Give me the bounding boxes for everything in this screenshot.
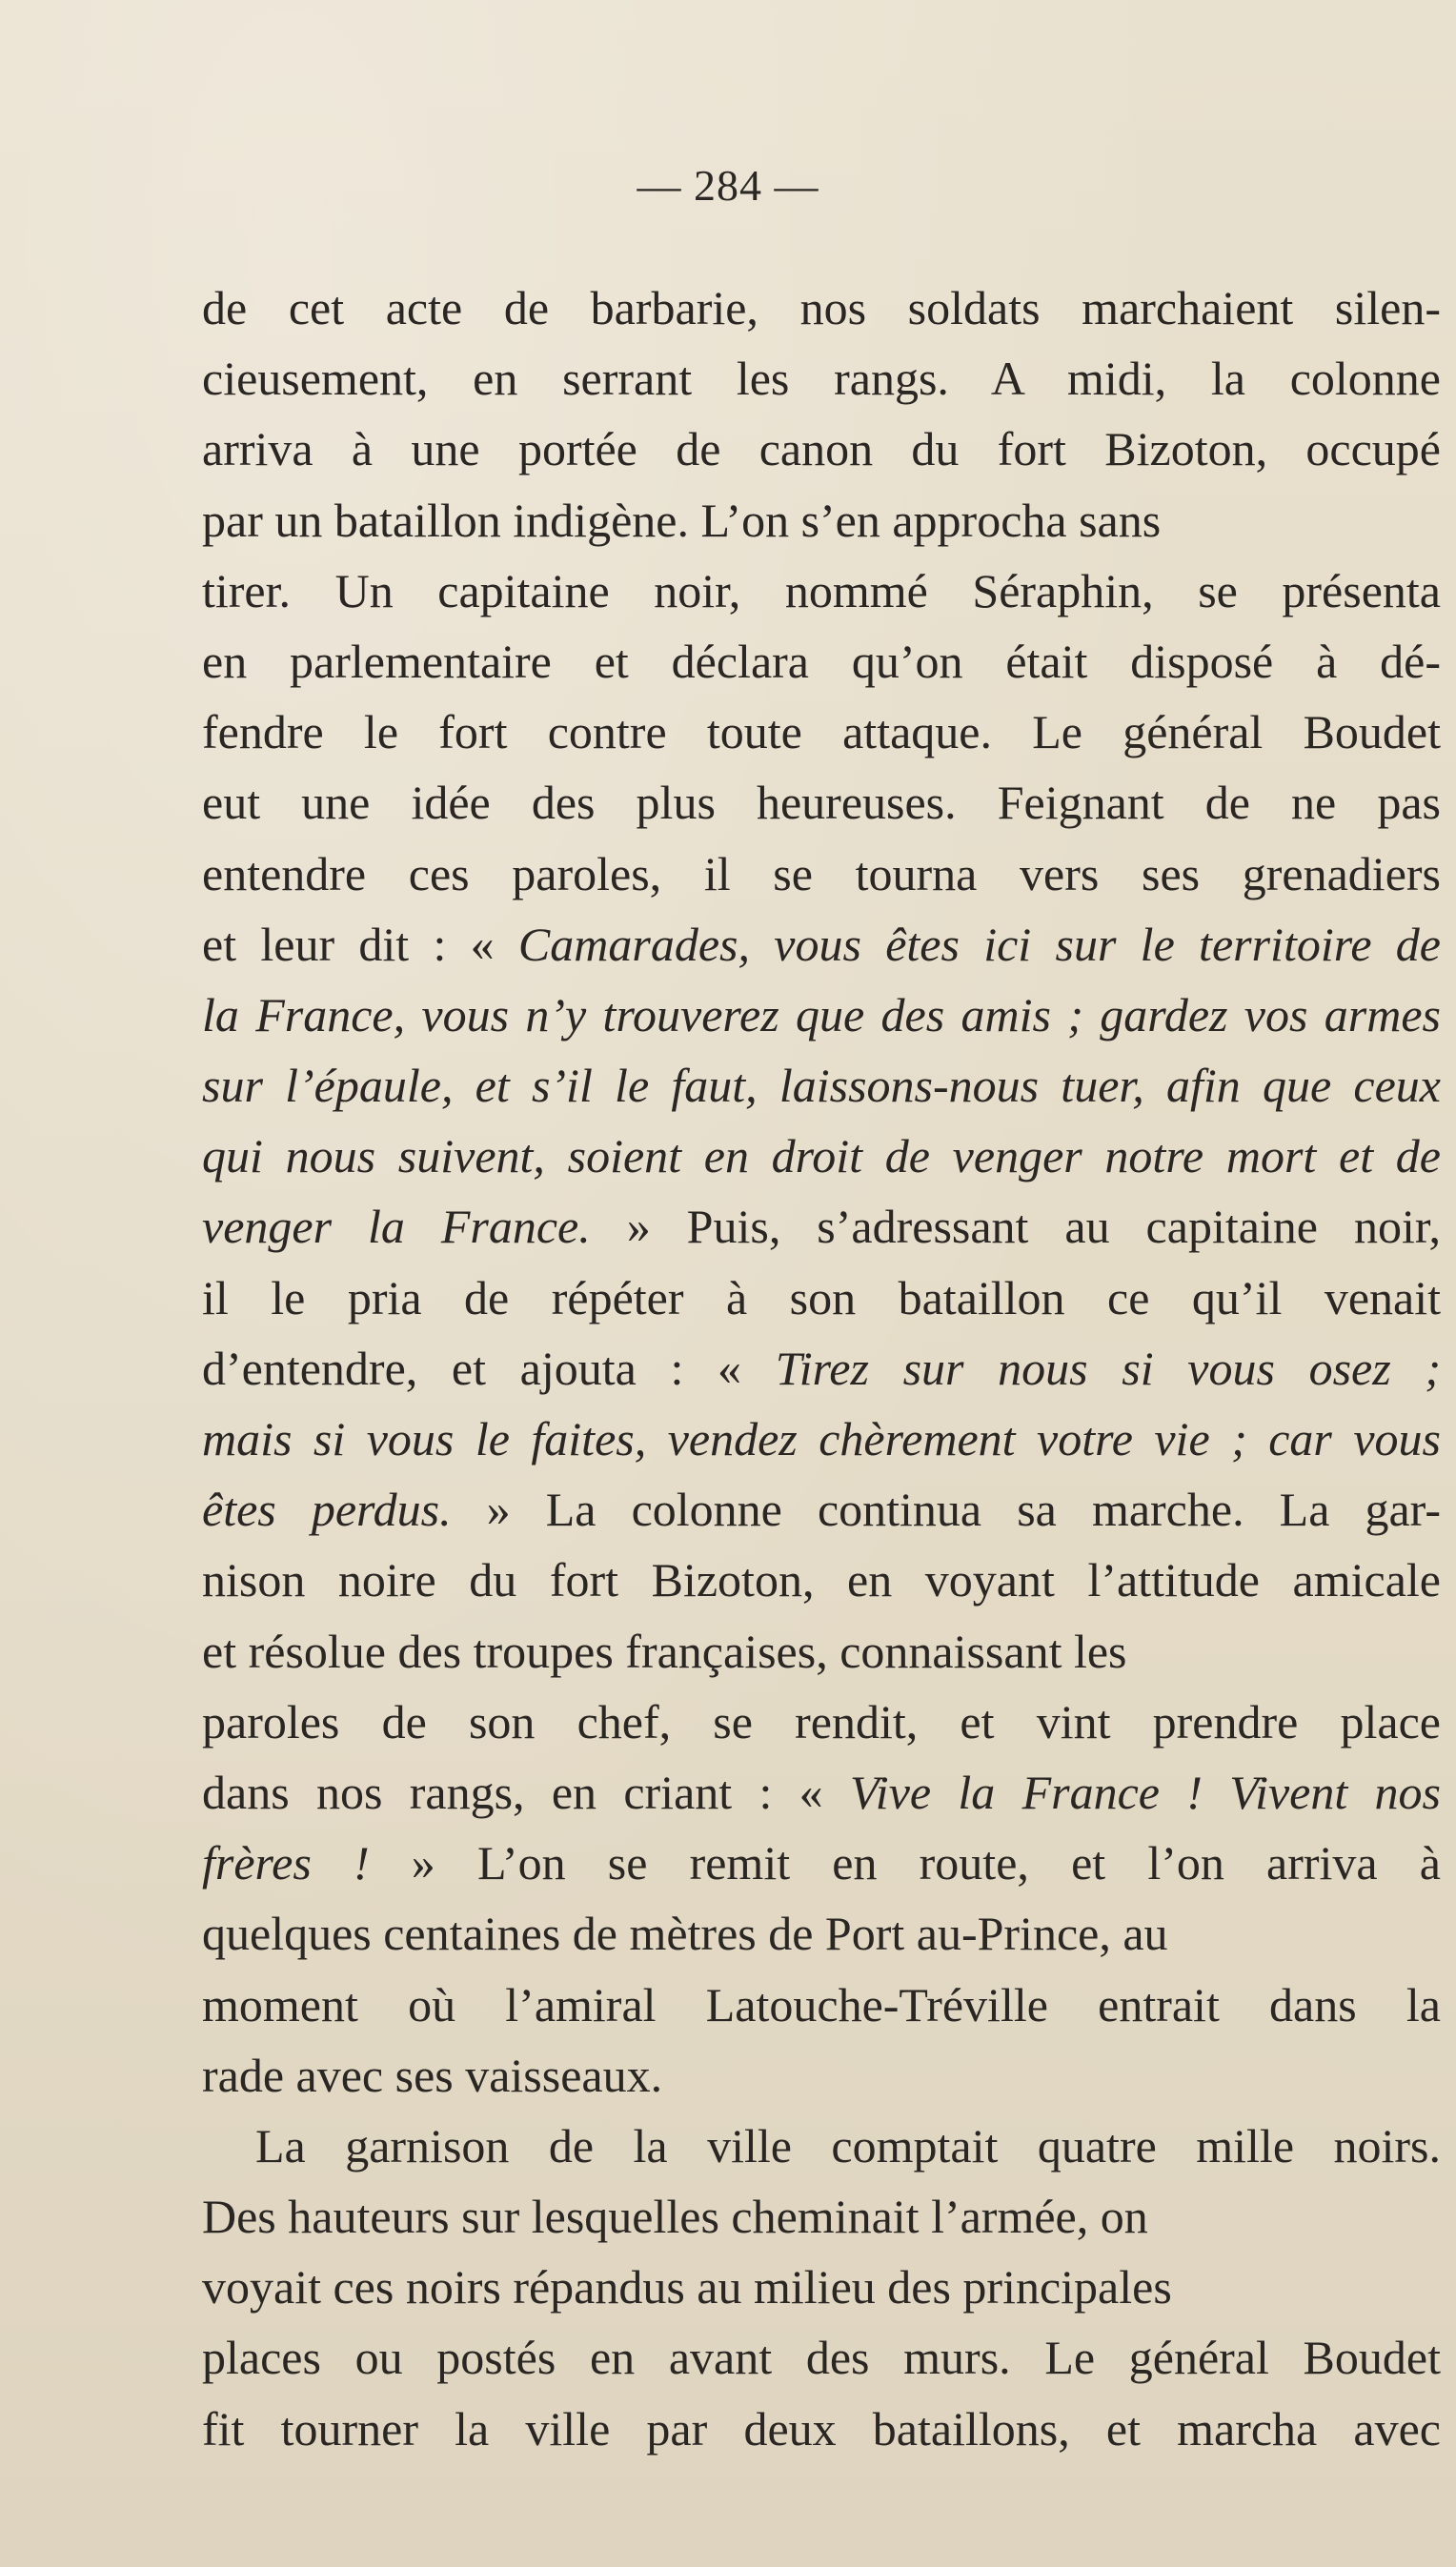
- text-line: [202, 2394, 1441, 2464]
- text-line: [202, 343, 1441, 414]
- italic-quote-segment: Tirez sur nous si vous osez ;: [775, 1341, 1441, 1395]
- text-line: [202, 839, 1441, 909]
- text-segment: Des hauteurs sur lesquelles cheminait l’armée, on: [202, 2190, 1148, 2244]
- text-line: [202, 485, 1441, 556]
- text-line: [202, 2040, 1441, 2111]
- text-line: [202, 273, 1441, 343]
- text-segment: tirer. Un capitaine noir, nommé Séraphin, se présenta: [202, 563, 1441, 617]
- text-segment: places ou postés en avant des murs. Le général Boudet: [202, 2331, 1441, 2385]
- italic-quote-segment: mais si vous le faites, vendez chèrement votre vie ; car vous: [202, 1412, 1441, 1465]
- italic-quote-segment: Camarades, vous êtes ici sur le territoire de: [517, 917, 1441, 971]
- text-line: [202, 1333, 1441, 1404]
- text-segment: nison noire du fort Bizoton, en voyant l’attitude amicale: [202, 1553, 1441, 1607]
- text-line: [202, 697, 1441, 767]
- text-line: [202, 1191, 1441, 1262]
- text-segment: en parlementaire et déclara qu’on était disposé à dé-: [202, 634, 1441, 688]
- text-segment: quelques centaines de mètres de Port au-Prince, au: [202, 1907, 1168, 1961]
- text-segment: par un bataillon indigène. L’on s’en approcha sans: [202, 493, 1162, 547]
- text-segment: de cet acte de barbarie, nos soldats marchaient silen-: [202, 281, 1441, 334]
- italic-quote-segment: qui nous suivent, soient en droit de venger notre mort et de: [202, 1129, 1441, 1183]
- text-segment: eut une idée des plus heureuses. Feignant de ne pas: [202, 776, 1441, 830]
- italic-quote-segment: Vive la France ! Vivent nos: [849, 1765, 1441, 1819]
- text-line: [202, 2252, 1441, 2322]
- text-line: [202, 1828, 1441, 1898]
- text-line: [202, 626, 1441, 697]
- text-line: [202, 2111, 1441, 2181]
- text-line: [202, 1474, 1441, 1545]
- text-segment: rade avec ses vaisseaux.: [202, 2048, 663, 2102]
- italic-quote-segment: frères !: [202, 1836, 370, 1890]
- text-line: [202, 1970, 1441, 2040]
- text-line: [202, 1263, 1441, 1333]
- text-segment: il le pria de répéter à son bataillon ce qu’il venait: [202, 1270, 1441, 1324]
- italic-quote-segment: la France, vous n’y trouverez que des amis ; gardez vos armes: [202, 987, 1441, 1041]
- text-segment: dans nos rangs, en criant : «: [202, 1765, 850, 1819]
- text-line: [202, 1050, 1441, 1121]
- page-number: — 284 —: [637, 161, 819, 210]
- text-segment: paroles de son chef, se rendit, et vint prendre place: [202, 1694, 1441, 1748]
- text-segment: entendre ces paroles, il se tourna vers ses grenadiers: [202, 846, 1441, 900]
- text-line: [202, 909, 1441, 980]
- text-line: [202, 2181, 1441, 2252]
- text-line: [202, 1404, 1441, 1474]
- text-segment: cieusement, en serrant les rangs. A midi, la colonne: [202, 352, 1441, 406]
- text-line: [202, 1757, 1441, 1828]
- text-line: [202, 1121, 1441, 1191]
- text-line: [202, 556, 1441, 626]
- text-line: [202, 414, 1441, 484]
- text-line: [202, 1898, 1441, 1969]
- italic-quote-segment: êtes perdus.: [202, 1483, 452, 1537]
- text-segment: et résolue des troupes françaises, connaissant les: [202, 1624, 1127, 1678]
- text-segment: » L’on se remit en route, et l’on arriva à: [369, 1836, 1441, 1890]
- text-line: [202, 1616, 1441, 1687]
- text-segment: fit tourner la ville par deux bataillons, et marcha avec: [202, 2401, 1441, 2456]
- text-line: [202, 1687, 1441, 1757]
- text-segment: » Puis, s’adressant au capitaine noir,: [590, 1200, 1441, 1254]
- italic-quote-segment: venger la France.: [202, 1200, 591, 1254]
- italic-quote-segment: sur l’épaule, et s’il le faut, laissons-nous tuer, afin que ceux: [202, 1059, 1441, 1113]
- text-segment: d’entendre, et ajouta : «: [202, 1341, 776, 1395]
- text-segment: La garnison de la ville comptait quatre mille noirs.: [255, 2118, 1441, 2173]
- text-line: [202, 980, 1441, 1050]
- text-line: [202, 1545, 1441, 1615]
- text-segment: fendre le fort contre toute attaque. Le général Boudet: [202, 705, 1441, 759]
- text-segment: arriva à une portée de canon du fort Bizoton, occupé: [202, 422, 1441, 476]
- text-line: [202, 767, 1441, 838]
- text-segment: » La colonne continua sa marche. La gar-: [451, 1483, 1441, 1537]
- body-text: [202, 273, 1441, 2464]
- text-segment: et leur dit : «: [202, 917, 518, 971]
- text-segment: voyait ces noirs répandus au milieu des principales: [202, 2260, 1172, 2314]
- text-line: [202, 2322, 1441, 2393]
- text-segment: moment où l’amiral Latouche-Tréville entrait dans la: [202, 1977, 1441, 2031]
